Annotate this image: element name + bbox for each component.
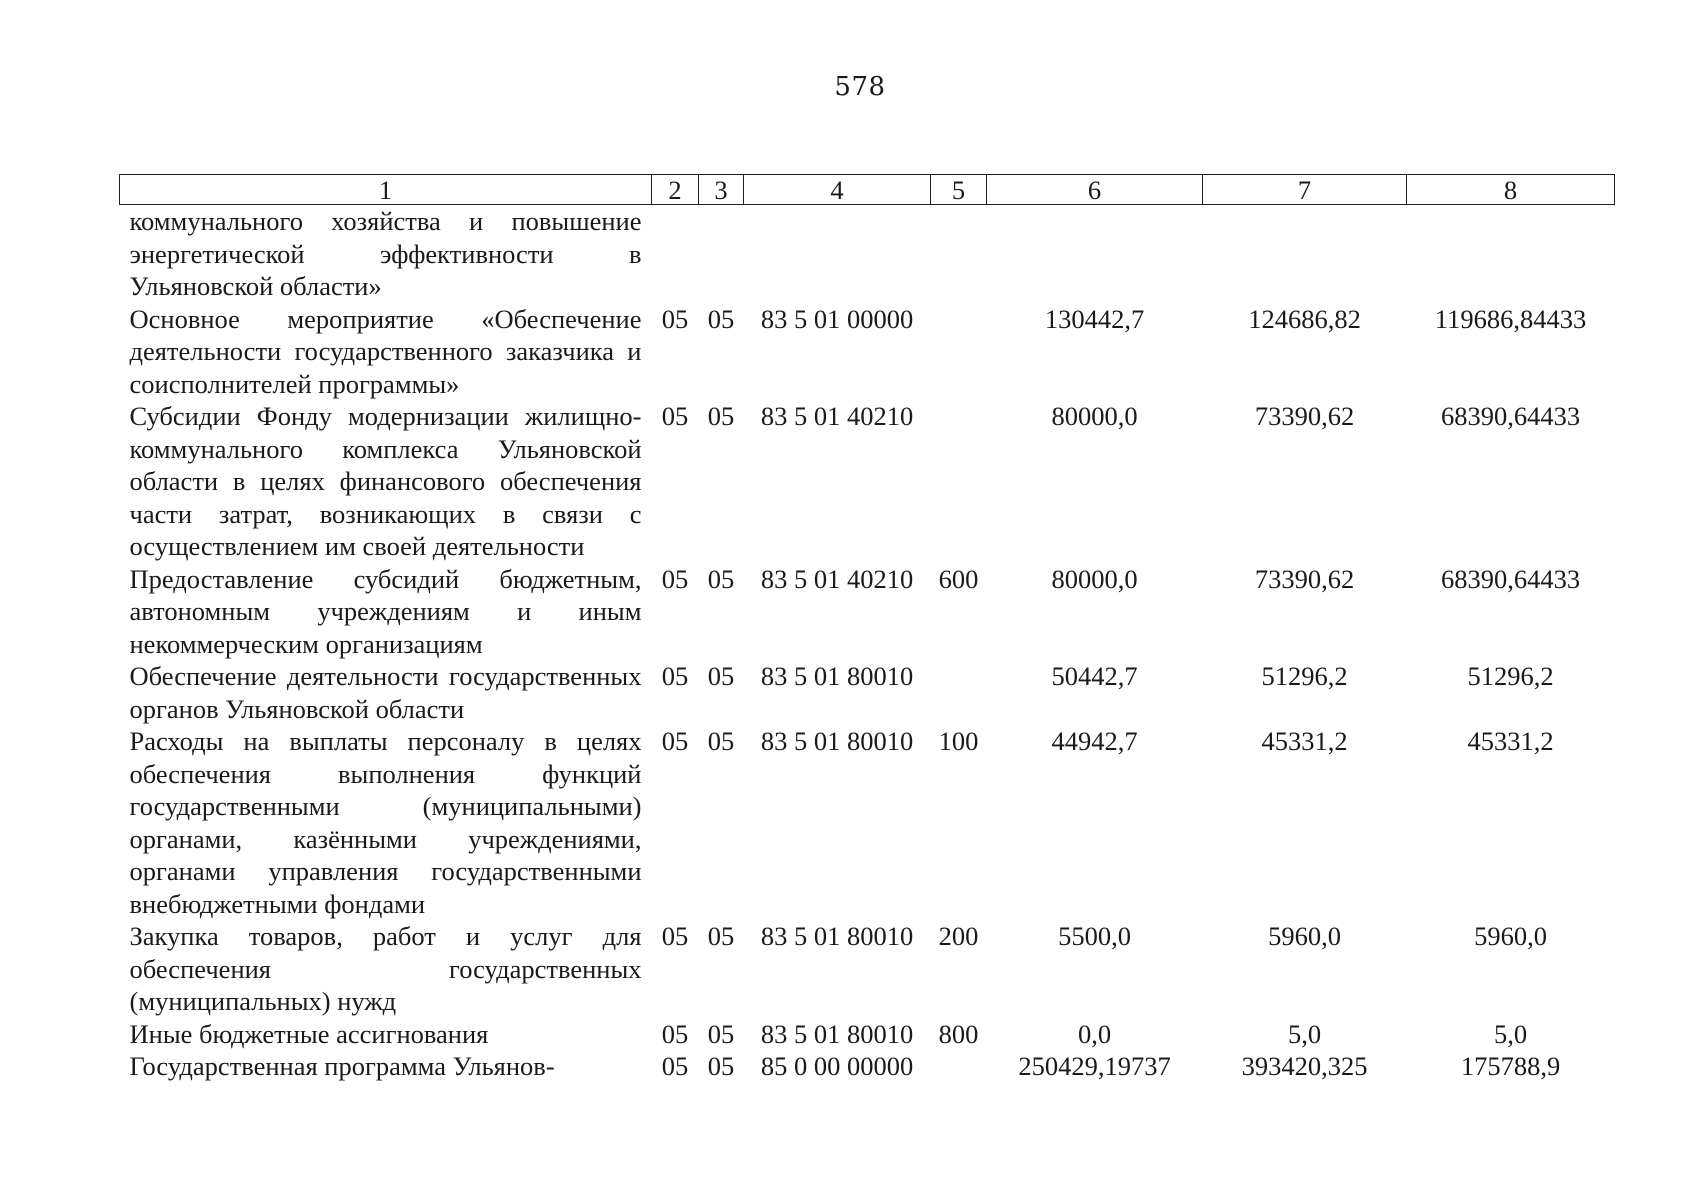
expense-name: Обеспечение деятельности государственных органов Ульяновской области — [129, 661, 642, 724]
amount-col-6: 5500,0 — [1058, 921, 1131, 951]
target-article-code: 85 0 00 00000 — [760, 1051, 914, 1081]
expense-type-code — [931, 660, 987, 725]
subsection-code: 05 — [707, 401, 735, 431]
page-number: 578 — [834, 72, 886, 102]
budget-table — [119, 174, 1615, 1083]
section-code: 05 — [661, 563, 689, 594]
amount-col-8: 68390,64433 — [1440, 401, 1581, 431]
amount-col-6: 80000,0 — [1051, 401, 1138, 431]
table-row — [120, 1018, 1615, 1051]
expense-name: Основное мероприятие «Обеспечение деятельности государственного заказчика и соисполнителей программы» — [129, 303, 642, 399]
column-number-1: 1 — [120, 175, 652, 205]
expense-name: Иные бюджетные ассигнования — [129, 1018, 489, 1049]
column-number-3: 3 — [699, 175, 744, 205]
amount-col-8: 175788,9 — [1460, 1051, 1561, 1081]
expense-name: Расходы на выплаты персоналу в целях обеспечения выполнения функций государственными (муниципальными) органами, казёнными учреждениями, органами управления государственными внебюджетными фондами — [129, 726, 642, 919]
amount-col-7: 5960,0 — [1268, 921, 1341, 951]
table-row — [120, 205, 1615, 303]
table-row — [120, 400, 1615, 563]
column-number-8: 8 — [1407, 175, 1615, 205]
amount-col-7: 393420,325 — [1241, 1051, 1368, 1081]
table-body — [120, 205, 1615, 1083]
amount-col-6: 80000,0 — [1051, 563, 1138, 594]
amount-col-6: 50442,7 — [1051, 661, 1138, 691]
amount-col-7: 45331,2 — [1261, 726, 1348, 756]
section-code: 05 — [661, 921, 689, 951]
section-code: 05 — [661, 1051, 689, 1081]
amount-col-7: 124686,82 — [1248, 303, 1361, 334]
amount-col-6: 250429,19737 — [1018, 1051, 1171, 1081]
section-code: 05 — [661, 1018, 689, 1049]
subsection-code: 05 — [707, 726, 735, 756]
amount-col-8: 119686,84433 — [1434, 303, 1587, 334]
expense-name: Субсидии Фонду модернизации жилищно-коммунального комплекса Ульяновской области в целях финансового обеспечения части затрат, возникающих в связи с осуществлением им своей деятельности — [129, 401, 642, 561]
amount-col-7: 51296,2 — [1261, 661, 1348, 691]
amount-col-6: 0,0 — [1077, 1018, 1112, 1049]
table-row — [120, 725, 1615, 920]
amount-col-8 — [1407, 205, 1615, 303]
expense-name: Предоставление субсидий бюджетным, автономным учреждениям и иным некоммерческим организациям — [129, 563, 642, 659]
amount-col-8: 45331,2 — [1467, 726, 1554, 756]
column-number-5: 5 — [931, 175, 987, 205]
section-code: 05 — [661, 303, 689, 334]
section-code: 05 — [661, 401, 689, 431]
table-header — [120, 175, 1615, 205]
target-article-code: 83 5 01 80010 — [760, 726, 914, 756]
expense-type-code: 100 — [938, 726, 979, 756]
subsection-code: 05 — [707, 303, 735, 334]
subsection-code — [699, 205, 744, 303]
subsection-code: 05 — [707, 563, 735, 594]
column-number-2: 2 — [652, 175, 699, 205]
section-code: 05 — [661, 726, 689, 756]
subsection-code: 05 — [707, 661, 735, 691]
subsection-code: 05 — [707, 921, 735, 951]
section-code: 05 — [661, 661, 689, 691]
column-number-4: 4 — [744, 175, 931, 205]
target-article-code: 83 5 01 80010 — [760, 661, 914, 691]
expense-type-code — [931, 303, 987, 401]
amount-col-6: 44942,7 — [1051, 726, 1138, 756]
amount-col-8: 68390,64433 — [1440, 563, 1581, 594]
table-row — [120, 303, 1615, 401]
amount-col-8: 5,0 — [1493, 1018, 1528, 1049]
target-article-code — [744, 205, 931, 303]
amount-col-7: 73390,62 — [1254, 401, 1355, 431]
expense-type-code: 600 — [938, 563, 979, 594]
expense-type-code — [931, 205, 987, 303]
amount-col-7 — [1203, 205, 1407, 303]
amount-col-7: 73390,62 — [1254, 563, 1355, 594]
subsection-code: 05 — [707, 1051, 735, 1081]
target-article-code: 83 5 01 80010 — [760, 921, 914, 951]
column-number-row — [120, 175, 1615, 205]
column-number-6: 6 — [987, 175, 1203, 205]
expense-type-code — [931, 400, 987, 563]
amount-col-8: 5960,0 — [1474, 921, 1547, 951]
target-article-code: 83 5 01 40210 — [760, 401, 914, 431]
expense-type-code — [931, 1050, 987, 1083]
table-row — [120, 563, 1615, 661]
target-article-code: 83 5 01 40210 — [760, 563, 914, 594]
expense-name: Государственная программа Ульянов- — [129, 1051, 555, 1081]
target-article-code: 83 5 01 80010 — [760, 1018, 914, 1049]
amount-col-6: 130442,7 — [1044, 303, 1145, 334]
expense-type-code: 200 — [938, 921, 979, 951]
amount-col-6 — [987, 205, 1203, 303]
expense-type-code: 800 — [938, 1018, 979, 1049]
amount-col-7: 5,0 — [1287, 1018, 1322, 1049]
table-row — [120, 1050, 1615, 1083]
table-row — [120, 920, 1615, 1018]
target-article-code: 83 5 01 00000 — [760, 303, 914, 334]
column-number-7: 7 — [1203, 175, 1407, 205]
expense-name: коммунального хозяйства и повышение энергетической эффективности в Ульяновской области» — [129, 206, 642, 301]
section-code — [652, 205, 699, 303]
subsection-code: 05 — [707, 1018, 735, 1049]
amount-col-8: 51296,2 — [1467, 661, 1554, 691]
expense-name: Закупка товаров, работ и услуг для обеспечения государственных (муниципальных) нужд — [129, 921, 642, 1016]
table-row — [120, 660, 1615, 725]
